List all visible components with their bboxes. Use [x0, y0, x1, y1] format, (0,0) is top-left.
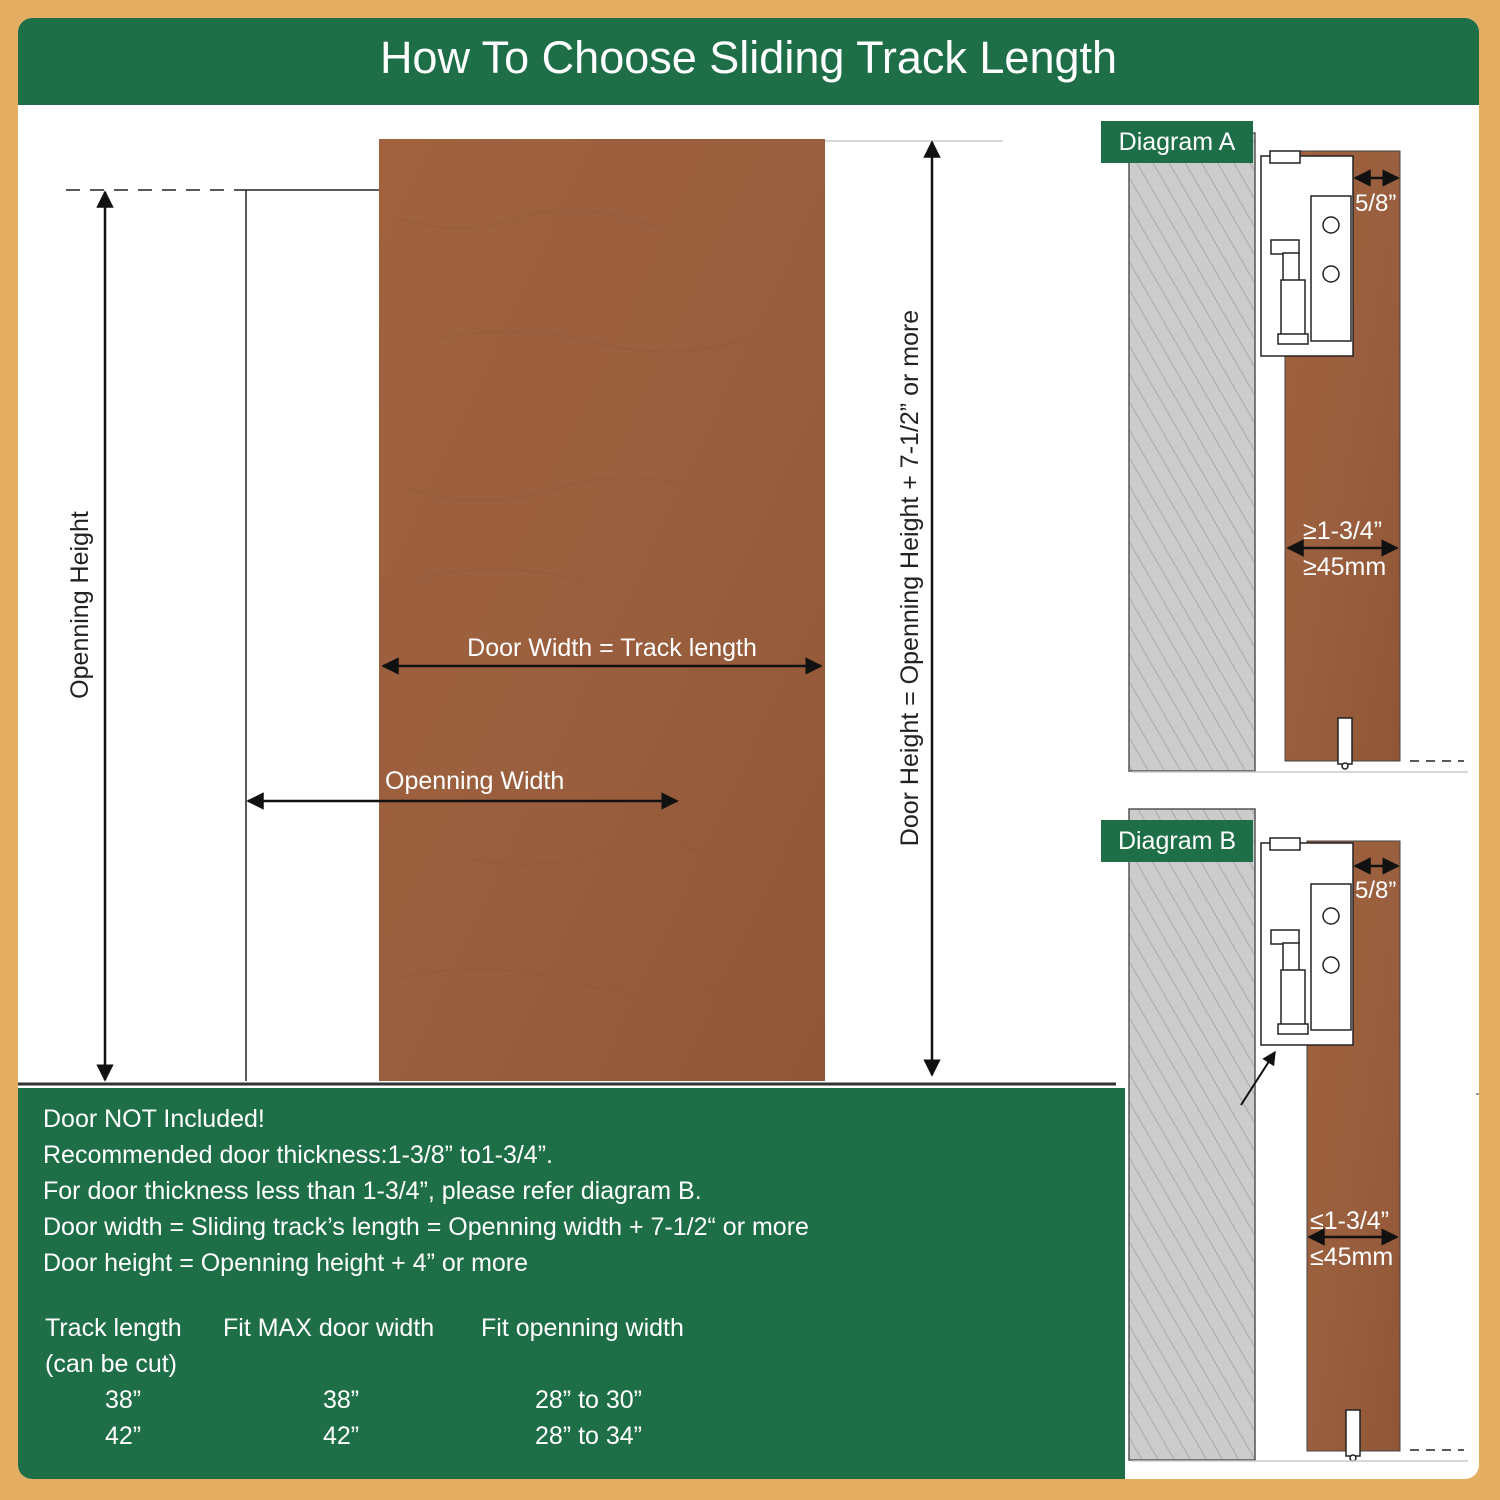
table-cell-opening-28-34: 28” to 34” — [535, 1422, 643, 1450]
page-title: How To Choose Sliding Track Length — [379, 32, 1118, 83]
diagram-a-thickness-mm: ≥45mm — [1303, 553, 1387, 581]
table-cell-opening-28-30: 28” to 30” — [535, 1386, 643, 1414]
table-cell-door-38: 38” — [323, 1386, 360, 1414]
diagram-b — [1101, 809, 1468, 1461]
table-header-opening-width: Fit openning width — [481, 1314, 684, 1342]
diagram-a-gap-label: 5/8” — [1355, 190, 1397, 217]
table-header-max-door-width: Fit MAX door width — [223, 1314, 435, 1342]
note-door-not-included: Door NOT Included! — [43, 1105, 265, 1133]
diagram-b-title: Diagram B — [1117, 827, 1237, 855]
door-panel — [379, 139, 825, 1081]
note-refer-diagram-b: For door thickness less than 1-3/4”, please refer diagram B. — [43, 1177, 702, 1205]
diagram-a-wall — [1129, 133, 1255, 771]
diagram-a-title: Diagram A — [1118, 128, 1236, 156]
opening-width-label: Openning Width — [385, 767, 565, 795]
note-door-height-formula: Door height = Openning height + 4” or more — [43, 1249, 529, 1277]
diagram-b-thickness-mm: ≤45mm — [1310, 1243, 1394, 1271]
table-cell-track-38: 38” — [105, 1386, 142, 1414]
door-height-label: Door Height = Openning Height + 7-1/2” or more — [896, 309, 924, 847]
header-bar — [18, 18, 1479, 105]
infographic-card — [18, 18, 1479, 1479]
diagram-a-thickness-in: ≥1-3/4” — [1303, 517, 1383, 545]
door-width-label: Door Width = Track length — [467, 634, 757, 662]
opening-height-label: Openning Height — [66, 511, 94, 699]
diagram-a — [1101, 121, 1468, 772]
table-cell-track-42: 42” — [105, 1422, 142, 1450]
diagram-b-wall — [1129, 809, 1255, 1460]
table-subheader-can-be-cut: (can be cut) — [45, 1350, 178, 1378]
diagram-b-gap-label: 5/8” — [1355, 877, 1397, 904]
info-panel — [18, 1088, 1125, 1479]
note-door-width-formula: Door width = Sliding track’s length = Openning width + 7-1/2“ or more — [43, 1213, 809, 1241]
table-cell-door-42: 42” — [323, 1422, 360, 1450]
table-header-track-length: Track length — [45, 1314, 182, 1342]
note-recommended-thickness: Recommended door thickness:1-3/8” to1-3/4”. — [43, 1141, 553, 1169]
diagram-b-thickness-in: ≤1-3/4” — [1310, 1207, 1390, 1235]
